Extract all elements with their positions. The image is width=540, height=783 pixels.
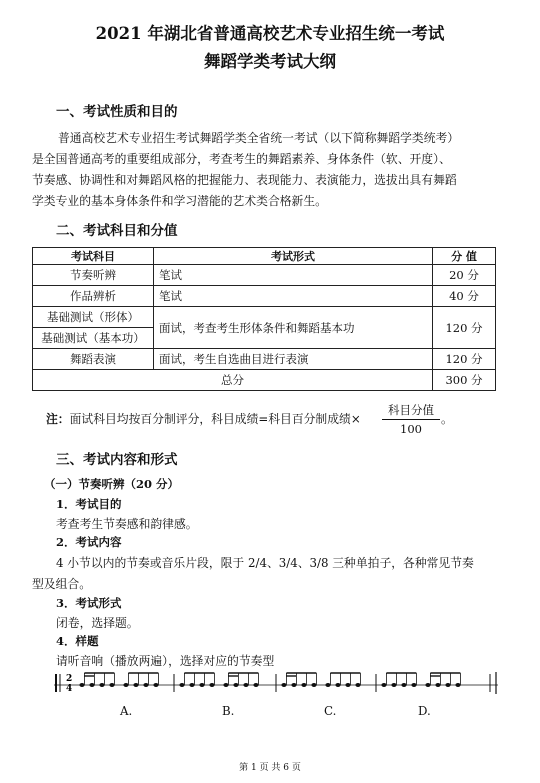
section1-heading: 一、考试性质和目的 — [56, 104, 178, 120]
note-head — [381, 683, 386, 687]
note-head — [99, 683, 104, 687]
table-row — [33, 349, 496, 370]
table-row — [33, 265, 496, 286]
total-label: 总分 — [33, 370, 433, 391]
cell-subject: 基础测试（形体） — [33, 307, 154, 328]
col-header-form: 考试形式 — [154, 248, 433, 265]
item-text: 型及组合。 — [32, 577, 91, 591]
note-head — [325, 683, 330, 687]
table-header-row — [33, 248, 496, 265]
score-note — [46, 410, 361, 427]
note-head — [189, 683, 194, 687]
note-head — [301, 683, 306, 687]
item-text: 考查考生节奏感和韵律感。 — [56, 517, 198, 531]
note-head — [455, 683, 460, 687]
table-total-row — [33, 370, 496, 391]
cell-form: 面试，考生自选曲目进行表演 — [154, 349, 433, 370]
fraction-numerator: 科目分值 — [382, 402, 440, 420]
note-head — [253, 683, 258, 687]
para-line: 普通高校艺术专业招生考试舞蹈学类全省统一考试（以下简称舞蹈学类统考） — [58, 131, 460, 145]
item-label: 4．样题 — [56, 634, 99, 648]
note-head — [355, 683, 360, 687]
item-label: 1．考试目的 — [56, 497, 122, 511]
cell-form: 笔试 — [154, 286, 433, 307]
col-header-subject: 考试科目 — [33, 248, 154, 265]
note-head — [435, 683, 440, 687]
note-head — [291, 683, 296, 687]
para-line: 学类专业的基本身体条件和学习潜能的艺术类合格新生。 — [32, 194, 327, 208]
item-text: 闭卷，选择题。 — [56, 616, 139, 630]
document-title: 2021 年湖北省普通高校艺术专业招生统一考试 — [95, 24, 445, 43]
cell-score: 20 分 — [433, 265, 496, 286]
note-head — [445, 683, 450, 687]
cell-subject: 基础测试（基本功） — [33, 328, 154, 349]
note-head — [411, 683, 416, 687]
cell-score: 40 分 — [433, 286, 496, 307]
note-head — [425, 683, 430, 687]
cell-form: 面试，考查考生形体条件和舞蹈基本功 — [154, 307, 433, 349]
note-head — [391, 683, 396, 687]
item-label: 3．考试形式 — [56, 596, 122, 610]
cell-subject: 作品辨析 — [33, 286, 154, 307]
subsection-heading: （一）节奏听辨（20 分） — [44, 477, 180, 491]
note-head — [401, 683, 406, 687]
note-head — [233, 683, 238, 687]
item-text: 4 小节以内的节奏或音乐片段，限于 2/4、3/4、3/8 三种单拍子，各种常见节奏 — [56, 556, 474, 570]
measures — [79, 673, 490, 692]
formula-fraction — [382, 402, 440, 436]
note-head — [123, 683, 128, 687]
option-a: A. — [120, 704, 133, 718]
section2-heading: 二、考试科目和分值 — [56, 223, 178, 239]
cell-form: 笔试 — [154, 265, 433, 286]
document-subtitle: 舞蹈学类考试大纲 — [204, 52, 336, 71]
item-label: 2．考试内容 — [56, 535, 122, 549]
para-line: 是全国普通高考的重要组成部分，考查考生的舞蹈素养、身体条件（软、开度）、 — [32, 152, 451, 166]
page-number: 第 1 页 共 6 页 — [239, 763, 301, 773]
note-head — [209, 683, 214, 687]
note-head — [133, 683, 138, 687]
note-head — [153, 683, 158, 687]
note-text: 面试科目均按百分制评分，科目成绩=科目百分制成绩× — [69, 412, 361, 426]
table-row — [33, 286, 496, 307]
col-header-score: 分 值 — [433, 248, 496, 265]
note-head — [345, 683, 350, 687]
option-c: C. — [324, 704, 337, 718]
note-prefix: 注： — [46, 412, 70, 426]
note-head — [79, 683, 84, 687]
note-head — [109, 683, 114, 687]
section1-paragraph — [32, 128, 500, 212]
note-head — [179, 683, 184, 687]
option-d: D. — [418, 704, 431, 718]
cell-score: 120 分 — [433, 307, 496, 349]
cell-subject: 舞蹈表演 — [33, 349, 154, 370]
note-head — [89, 683, 94, 687]
cell-score: 120 分 — [433, 349, 496, 370]
score-table — [32, 247, 496, 391]
fraction-denominator: 100 — [400, 422, 422, 436]
note-head — [311, 683, 316, 687]
note-head — [243, 683, 248, 687]
section3-heading: 三、考试内容和形式 — [56, 452, 178, 468]
note-head — [199, 683, 204, 687]
table-row — [33, 307, 496, 328]
time-signature-top: 2 — [66, 674, 73, 684]
note-head — [223, 683, 228, 687]
total-score: 300 分 — [433, 370, 496, 391]
note-head — [281, 683, 286, 687]
para-line: 节奏感、协调性和对舞蹈风格的把握能力、表现能力、表演能力，选拔出具有舞蹈 — [32, 173, 457, 187]
option-b: B. — [222, 704, 235, 718]
time-signature-bottom: 4 — [66, 684, 73, 694]
item-text: 请听音响（播放两遍），选择对应的节奏型 — [56, 654, 275, 668]
note-head — [335, 683, 340, 687]
note-head — [143, 683, 148, 687]
rhythm-notation — [52, 668, 502, 694]
note-end: 。 — [441, 412, 453, 426]
cell-subject: 节奏听辨 — [33, 265, 154, 286]
